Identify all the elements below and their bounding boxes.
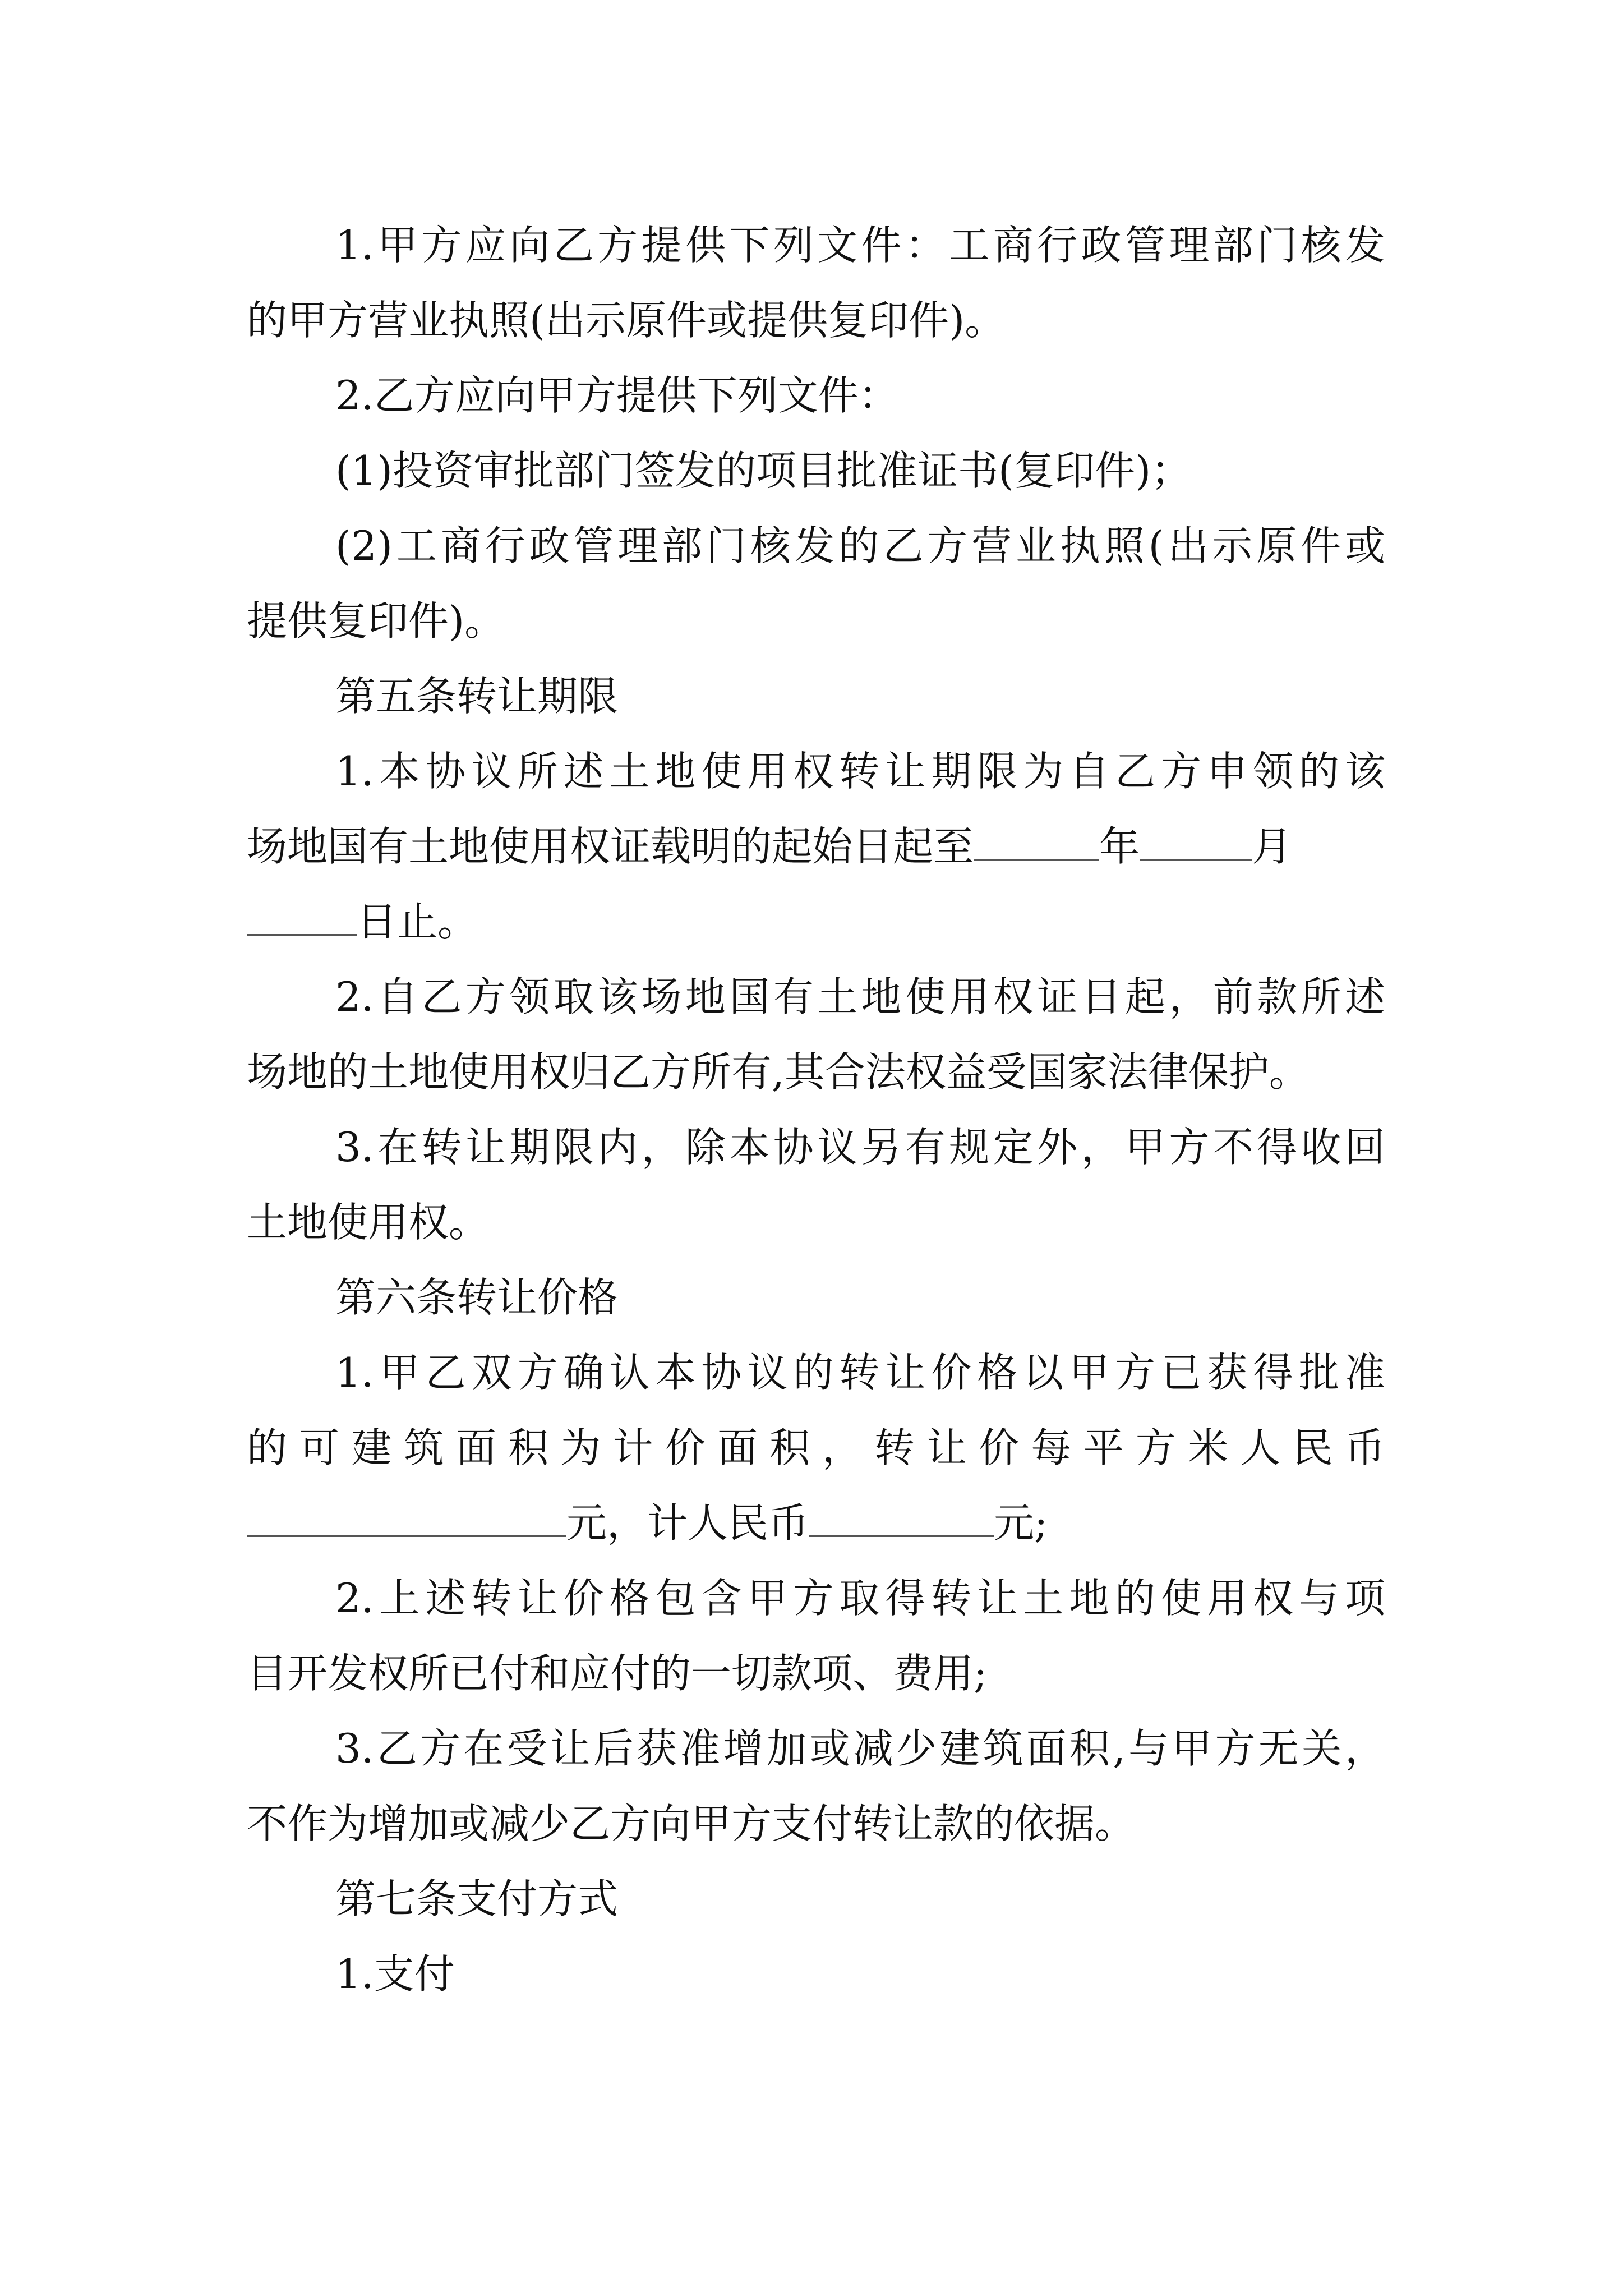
paragraph-line: 2.乙方应向甲方提供下列文件： (335, 372, 899, 419)
paragraph-line-with-blanks (247, 885, 1385, 958)
paragraph-line: 2.上述转让价格包含甲方取得转让土地的使用权与项 (335, 1575, 1385, 1622)
fill-in-blank-total-price (809, 1493, 994, 1537)
paragraph-line-with-blanks (247, 810, 1385, 883)
fill-in-blank-day (247, 891, 357, 936)
paragraph-line: 1.甲方应向乙方提供下列文件：工商行政管理部门核发 (335, 222, 1385, 269)
paragraph-line-with-blanks (247, 1487, 1385, 1559)
text-segment: 月 (1252, 823, 1293, 870)
fill-in-blank-unit-price (247, 1493, 566, 1537)
paragraph-line: 1.甲乙双方确认本协议的转让价格以甲方已获得批准 (335, 1349, 1385, 1396)
text-segment: 场地国有土地使用权证载明的起始日起至 (247, 823, 974, 870)
fill-in-blank-year (974, 816, 1099, 861)
section-heading: 第六条转让价格 (335, 1274, 619, 1321)
paragraph-line: 的甲方营业执照(出示原件或提供复印件)。 (247, 297, 1006, 344)
fill-in-blank-month (1140, 816, 1252, 861)
paragraph-line: 2.自乙方领取该场地国有土地使用权证日起，前款所述 (335, 973, 1385, 1020)
paragraph-line: 提供复印件)。 (247, 597, 505, 645)
text-segment: 年 (1099, 823, 1140, 870)
paragraph-line: 目开发权所已付和应付的一切款项、费用; (247, 1650, 988, 1697)
paragraph-line: 不作为增加或减少乙方向甲方支付转让款的依据。 (247, 1800, 1136, 1847)
section-heading: 第七条支付方式 (335, 1875, 619, 1922)
paragraph-line: 的可建筑面积为计价面积，转让价每平方米人民币 (247, 1424, 1385, 1471)
paragraph-line: 3.乙方在受让后获准增加或减少建筑面积,与甲方无关， (335, 1725, 1385, 1772)
text-segment: 元，计人民币 (566, 1499, 809, 1547)
paragraph-line: (2)工商行政管理部门核发的乙方营业执照(出示原件或 (335, 522, 1385, 569)
paragraph-line: 1.支付 (335, 1950, 455, 1998)
paragraph-line: 3.在转让期限内，除本协议另有规定外，甲方不得收回 (335, 1124, 1385, 1171)
paragraph-line: 1.本协议所述土地使用权转让期限为自乙方申领的该 (335, 748, 1385, 795)
paragraph-line: 场地的土地使用权归乙方所有,其合法权益受国家法律保护。 (247, 1048, 1310, 1096)
section-heading: 第五条转让期限 (335, 673, 619, 720)
text-segment: 日止。 (357, 898, 478, 945)
text-segment: 元; (994, 1499, 1048, 1547)
paragraph-line: 土地使用权。 (247, 1199, 490, 1246)
paragraph-line: (1)投资审批部门签发的项目批准证书(复印件)； (335, 447, 1192, 494)
